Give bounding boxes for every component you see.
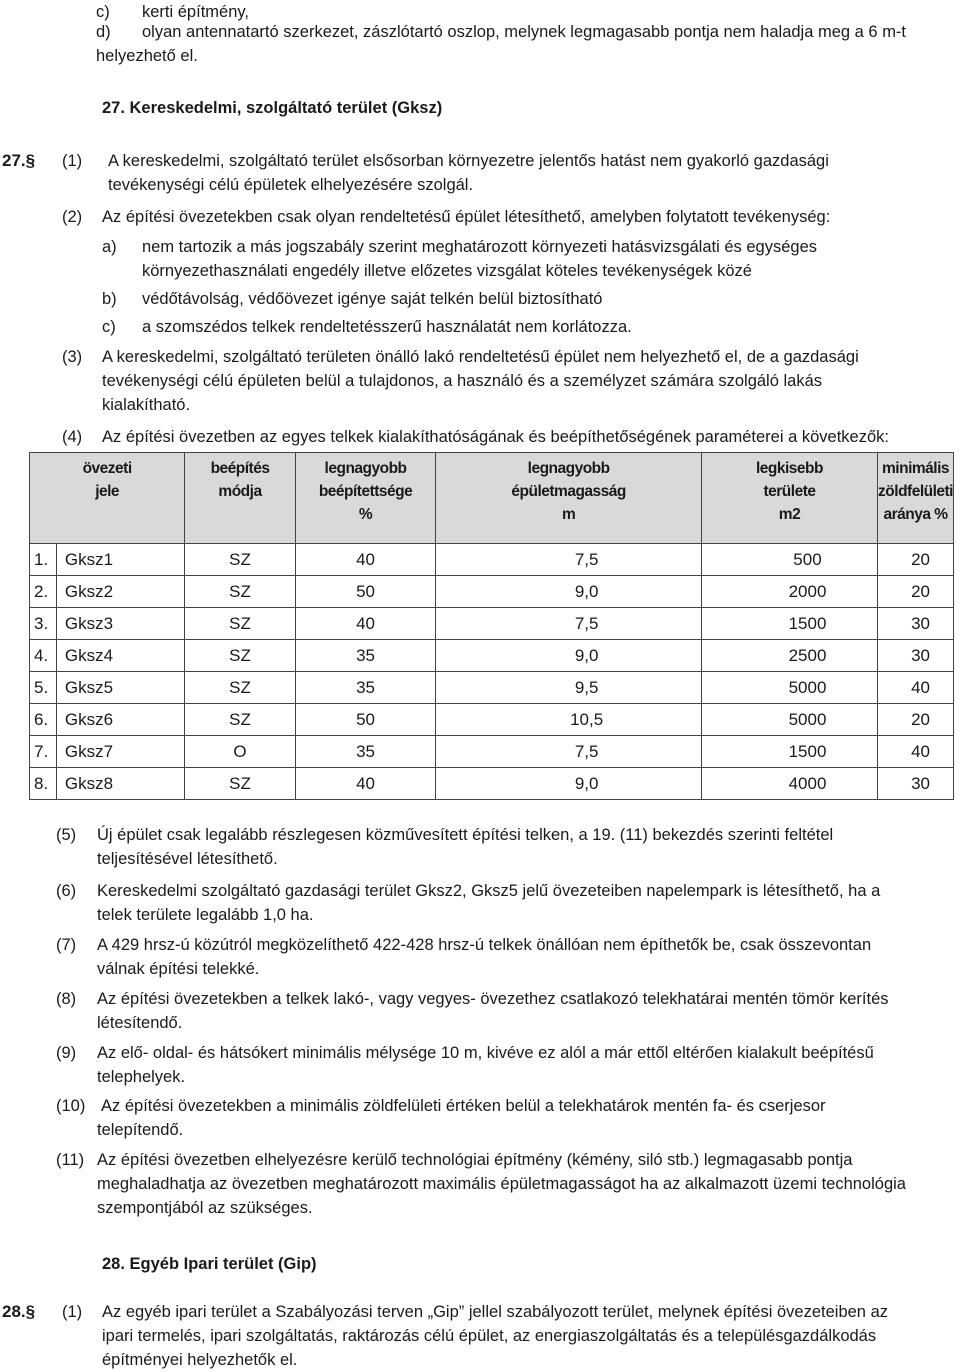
row-index-cell: 2.: [30, 576, 57, 608]
zone-code-cell: Gksz6: [56, 704, 184, 736]
building-mode-cell: SZ: [185, 640, 296, 672]
building-mode-cell: SZ: [185, 704, 296, 736]
item-c2-label: c): [102, 318, 116, 336]
table-row: [30, 576, 954, 608]
building-mode-cell: SZ: [185, 576, 296, 608]
table-row: [30, 704, 954, 736]
p3-line-1: A kereskedelmi, szolgáltató területen önálló lakó rendeltetésű épület nem helyezhető el, de a gazdasági: [102, 348, 859, 366]
row-index-cell: 7.: [30, 736, 57, 768]
section-27-marker: 27.§: [2, 151, 36, 170]
min-green-ratio-cell: 40: [878, 672, 954, 704]
rule-7-number: (7): [56, 936, 77, 954]
zone-code-cell: Gksz2: [56, 576, 184, 608]
min-lot-area-cell: 2000: [701, 576, 877, 608]
min-green-ratio-cell: 30: [878, 640, 954, 672]
building-mode-cell: SZ: [185, 544, 296, 576]
max-height-cell: 7,5: [436, 736, 702, 768]
p3-number: (3): [62, 348, 83, 366]
max-height-cell: 10,5: [436, 704, 702, 736]
min-lot-area-cell: 2500: [701, 640, 877, 672]
header-beepites-modja: beépítés módja: [185, 453, 296, 544]
row-index-cell: 8.: [30, 768, 57, 800]
max-height-cell: 9,0: [436, 640, 702, 672]
rule-11-number: (11): [56, 1151, 85, 1169]
table-row: [30, 672, 954, 704]
max-coverage-cell: 40: [295, 544, 436, 576]
rule-11-line-2: meghaladhatja az övezetben meghatározott maximális épületmagasságot ha az alkalmazott üzemi technológia: [97, 1175, 906, 1193]
rule-5-line-1: Új épület csak legalább részlegesen közművesített építési telken, a 19. (11) bekezdés szerinti feltétel: [97, 826, 834, 844]
rule-10-line-2: telepítendő.: [97, 1121, 184, 1139]
rule-6-line-2: telek területe legalább 1,0 ha.: [97, 906, 314, 924]
row-index-cell: 3.: [30, 608, 57, 640]
rule-6-line-1: Kereskedelmi szolgáltató gazdasági terület Gksz2, Gksz5 jelű övezeteiben napelempark is létesíthető, ha a: [97, 882, 881, 900]
zone-code-cell: Gksz4: [56, 640, 184, 672]
max-coverage-cell: 50: [295, 704, 436, 736]
rule-10-line-1: Az építési övezetekben a minimális zöldfelületi értéken belül a telekhatárok mentén fa- és cserjesor: [101, 1097, 826, 1115]
min-green-ratio-cell: 30: [878, 768, 954, 800]
row-index-cell: 4.: [30, 640, 57, 672]
building-mode-cell: SZ: [185, 608, 296, 640]
min-green-ratio-cell: 40: [878, 736, 954, 768]
s28-p1-line-1: Az egyéb ipari terület a Szabályozási terven „Gip” jellel szabályozott terület, melynek építési övezeteiben az: [102, 1303, 888, 1321]
table-row: [30, 544, 954, 576]
p1-number: (1): [62, 152, 83, 170]
max-coverage-cell: 40: [295, 768, 436, 800]
p4-text: Az építési övezetben az egyes telkek kialakíthatóságának és beépíthetőségének paraméterei a következők:: [102, 428, 889, 446]
item-a-label: a): [102, 238, 117, 256]
rule-5-line-2: teljesítésével létesíthető.: [97, 850, 278, 868]
p4-number: (4): [62, 428, 83, 446]
section-27-heading: 27. Kereskedelmi, szolgáltató terület (Gksz): [102, 99, 443, 117]
p1-line-2: tevékenységi célú épületek elhelyezésére szolgál.: [108, 176, 474, 194]
min-green-ratio-cell: 20: [878, 576, 954, 608]
header-zoldfelulet: minimális zöldfelületi aránya %: [878, 453, 954, 544]
max-coverage-cell: 40: [295, 608, 436, 640]
min-lot-area-cell: 1500: [701, 736, 877, 768]
max-height-cell: 9,0: [436, 768, 702, 800]
s28-p1-line-3: építményei helyezhetők el.: [102, 1351, 298, 1369]
row-index-cell: 6.: [30, 704, 57, 736]
header-terulet: legkisebb területe m2: [701, 453, 877, 544]
min-lot-area-cell: 4000: [701, 768, 877, 800]
min-green-ratio-cell: 30: [878, 608, 954, 640]
rule-9-line-1: Az elő- oldal- és hátsókert minimális mélysége 10 m, kivéve ez alól a már ettől eltérően kialakult beépítésű: [97, 1044, 874, 1062]
section-28-marker: 28.§: [2, 1302, 36, 1321]
min-green-ratio-cell: 20: [878, 544, 954, 576]
zone-code-cell: Gksz8: [56, 768, 184, 800]
rule-11-line-1: Az építési övezetben elhelyezésre kerülő technológiai építmény (kémény, siló stb.) legmagasabb pontja: [97, 1151, 853, 1169]
item-d-continuation: helyezhető el.: [96, 47, 198, 65]
item-d-text: olyan antennatartó szerkezet, zászlótartó oszlop, melynek legmagasabb pontja nem haladja meg a 6 m-t: [142, 23, 907, 41]
min-lot-area-cell: 1500: [701, 608, 877, 640]
item-b-text: védőtávolság, védőövezet igénye saját telkén belül biztosítható: [142, 290, 603, 308]
zone-code-cell: Gksz5: [56, 672, 184, 704]
rule-5-number: (5): [56, 826, 77, 844]
rule-7-line-1: A 429 hrsz-ú közútról megközelíthető 422-428 hrsz-ú telkek önállóan nem építhetők be, csak összevontan: [97, 936, 872, 954]
zone-parameters-table: [29, 452, 954, 800]
max-coverage-cell: 35: [295, 672, 436, 704]
min-lot-area-cell: 5000: [701, 672, 877, 704]
item-b-label: b): [102, 290, 117, 308]
row-index-cell: 1.: [30, 544, 57, 576]
table-row: [30, 640, 954, 672]
table-row: [30, 608, 954, 640]
table-row: [30, 736, 954, 768]
item-a-line-2: környezethasználati engedély illetve előzetes vizsgálat köteles tevékenységek közé: [142, 262, 752, 280]
rule-8-number: (8): [56, 990, 77, 1008]
rule-9-number: (9): [56, 1044, 77, 1062]
s28-p1-number: (1): [62, 1303, 83, 1321]
p1-line-1: A kereskedelmi, szolgáltató terület elsősorban környezetre jelentős hatást nem gyakorló gazdasági: [108, 152, 829, 170]
max-coverage-cell: 35: [295, 640, 436, 672]
section-28-heading: 28. Egyéb Ipari terület (Gip): [102, 1255, 317, 1273]
rule-6-number: (6): [56, 882, 77, 900]
max-coverage-cell: 50: [295, 576, 436, 608]
max-height-cell: 9,5: [436, 672, 702, 704]
table-row: [30, 768, 954, 800]
rule-8-line-1: Az építési övezetekben a telkek lakó-, vagy vegyes- övezethez csatlakozó telekhatárai mentén tömör kerítés: [97, 990, 889, 1008]
p3-line-3: kialakítható.: [102, 396, 191, 414]
item-c2-text: a szomszédos telkek rendeltetésszerű használatát nem korlátozza.: [142, 318, 632, 336]
rule-10-number: (10): [56, 1097, 86, 1115]
building-mode-cell: SZ: [185, 768, 296, 800]
header-beepitettseg: legnagyobb beépítettsége %: [295, 453, 436, 544]
p2-text: Az építési övezetekben csak olyan rendeltetésű épület létesíthető, amelyben folytatott tevékenység:: [102, 208, 831, 226]
item-c-label: c): [96, 3, 110, 21]
header-ovezeti-jele: övezeti jele: [30, 453, 185, 544]
rule-9-line-2: telephelyek.: [97, 1068, 186, 1086]
p3-line-2: tevékenységi célú épületen belül a tulajdonos, a használó és a személyzet számára szolgáló lakás: [102, 372, 823, 390]
max-coverage-cell: 35: [295, 736, 436, 768]
max-height-cell: 9,0: [436, 576, 702, 608]
zone-code-cell: Gksz7: [56, 736, 184, 768]
building-mode-cell: O: [185, 736, 296, 768]
rule-7-line-2: válnak építési telekké.: [97, 960, 260, 978]
item-d-label: d): [96, 23, 111, 41]
min-green-ratio-cell: 20: [878, 704, 954, 736]
item-c-text: kerti építmény,: [142, 3, 249, 21]
s28-p1-line-2: ipari termelés, ipari szolgáltatás, raktározás célú épület, az energiaszolgáltatás és a településgazdálkodás: [102, 1327, 877, 1345]
min-lot-area-cell: 500: [701, 544, 877, 576]
building-mode-cell: SZ: [185, 672, 296, 704]
zone-code-cell: Gksz3: [56, 608, 184, 640]
p2-number: (2): [62, 208, 83, 226]
row-index-cell: 5.: [30, 672, 57, 704]
min-lot-area-cell: 5000: [701, 704, 877, 736]
rule-11-line-3: szempontjából az szükséges.: [97, 1199, 313, 1217]
table-header-row: [30, 453, 954, 544]
rule-8-line-2: létesítendő.: [97, 1014, 183, 1032]
max-height-cell: 7,5: [436, 608, 702, 640]
header-epuletmagassag: legnagyobb épületmagasság m: [436, 453, 702, 544]
item-a-line-1: nem tartozik a más jogszabály szerint meghatározott környezeti hatásvizsgálati és egységes: [142, 238, 817, 256]
zone-code-cell: Gksz1: [56, 544, 184, 576]
max-height-cell: 7,5: [436, 544, 702, 576]
